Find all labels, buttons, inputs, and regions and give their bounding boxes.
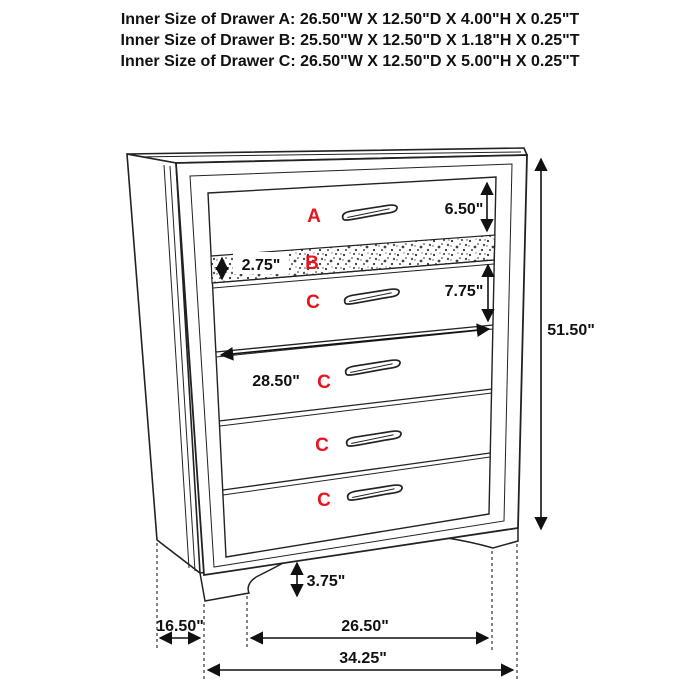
drawer-c2-label: C: [317, 372, 331, 393]
dim-label-drawer-c-height: 7.75": [444, 283, 484, 300]
dim-label-opening-width: 28.50": [252, 373, 300, 390]
dim-label-side-depth: 16.50": [156, 618, 204, 635]
drawer-a-label: A: [307, 206, 321, 227]
dim-label-overall-height: 51.50": [547, 322, 595, 339]
dim-label-between-feet-width: 26.50": [341, 618, 389, 635]
dim-label-drawer-b-height: 2.75": [241, 257, 281, 274]
spec-line-drawer-c: Inner Size of Drawer C: 26.50"W X 12.50"D X 5.00"H X 0.25"T: [120, 53, 580, 70]
dim-label-foot-height: 3.75": [306, 573, 346, 590]
spec-line-drawer-a: Inner Size of Drawer A: 26.50"W X 12.50"D X 4.00"H X 0.25"T: [120, 11, 580, 28]
drawer-c1-label: C: [306, 292, 320, 313]
spec-line-drawer-b: Inner Size of Drawer B: 25.50"W X 12.50"D X 1.18"H X 0.25"T: [120, 32, 580, 49]
dim-label-drawer-a-height: 6.50": [444, 201, 484, 218]
drawer-c3-label: C: [315, 435, 329, 456]
drawer-c4-label: C: [317, 490, 331, 511]
dim-label-overall-width: 34.25": [339, 650, 387, 667]
drawer-b-label: B: [305, 253, 319, 274]
spec-text-block: [121, 11, 580, 70]
